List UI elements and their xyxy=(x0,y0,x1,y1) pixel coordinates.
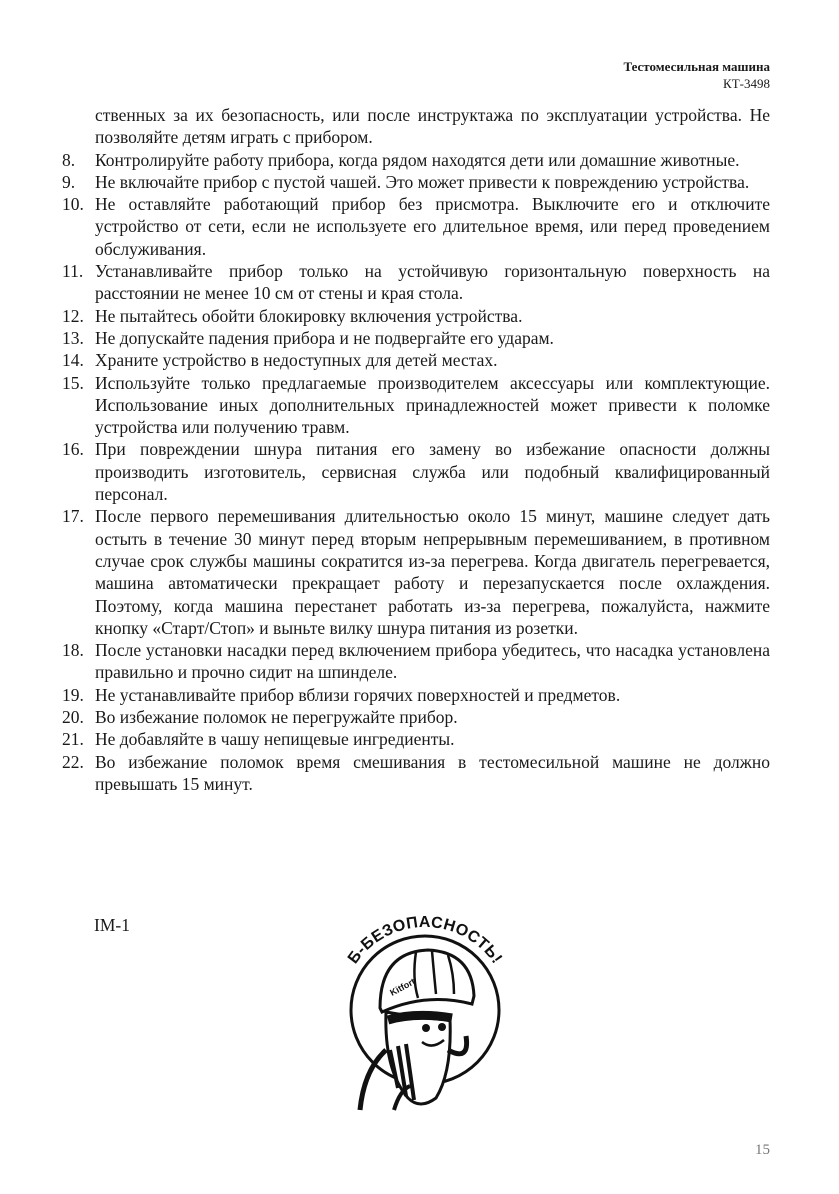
item-text: После установки насадки перед включением прибора убедитесь, что насадка установлена правильно и прочно сидит на шпинделе. xyxy=(95,640,770,683)
item-number: 15. xyxy=(62,372,84,393)
item-number: 13. xyxy=(62,327,84,348)
item-number: 12. xyxy=(62,305,84,326)
list-item xyxy=(62,706,770,728)
instruction-list xyxy=(62,149,770,796)
item-text: При повреждении шнура питания его замену во избежание опасности должны производить изготовитель, сервисная служба или подобный квалифицированный персонал. xyxy=(95,439,770,505)
list-item xyxy=(62,327,770,349)
item-text: Не пытайтесь обойти блокировку включения устройства. xyxy=(95,305,523,326)
item-text: Устанавливайте прибор только на устойчивую горизонтальную поверхность на расстоянии не менее 10 см от стены и края стола. xyxy=(95,261,770,304)
mascot-slogan: Б-БЕЗОПАСНОСТЬ! xyxy=(344,913,506,968)
safety-mascot-icon xyxy=(320,900,530,1120)
page-header xyxy=(623,58,770,92)
item-number: 19. xyxy=(62,684,84,705)
item-number: 8. xyxy=(62,149,76,170)
helmet-brand: Kitfort xyxy=(388,976,417,998)
list-item xyxy=(62,372,770,439)
list-item xyxy=(62,505,770,639)
item-number: 22. xyxy=(62,751,84,772)
item-number: 18. xyxy=(62,640,84,661)
item-text: Не устанавливайте прибор вблизи горячих поверхностей и предметов. xyxy=(95,684,621,705)
list-item xyxy=(62,684,770,706)
item-number: 21. xyxy=(62,729,84,750)
list-item xyxy=(62,751,770,796)
list-item xyxy=(62,728,770,750)
item-number: 17. xyxy=(62,506,84,527)
list-item xyxy=(62,171,770,193)
page-number: 15 xyxy=(755,1142,770,1158)
item-number: 14. xyxy=(62,350,84,371)
image-label: IM-1 xyxy=(94,915,130,935)
item-number: 11. xyxy=(62,261,84,282)
safety-instructions xyxy=(62,104,770,795)
item-text: Не оставляйте работающий прибор без присмотра. Выключите его и отключите устройство от сети, если не используете его длительное время, или перед проведением обслуживания. xyxy=(95,194,770,259)
item-text: Не включайте прибор с пустой чашей. Это может привести к повреждению устройства. xyxy=(95,171,750,192)
intro-paragraph: ственных за их безопасность, или после инструктажа по эксплуатации устройства. Не позволяйте детям играть с прибором. xyxy=(95,105,770,148)
list-item xyxy=(62,438,770,505)
item-number: 16. xyxy=(62,439,84,460)
item-text: Не добавляйте в чашу непищевые ингредиенты. xyxy=(95,729,455,750)
item-text: Храните устройство в недоступных для детей местах. xyxy=(95,350,498,371)
item-number: 9. xyxy=(62,171,76,192)
list-item xyxy=(62,193,770,260)
item-text: Используйте только предлагаемые производителем аксессуары или комплектующие. Использование иных дополнительных принадлежностей может привести к поломке устройства или получению травм. xyxy=(95,372,770,438)
list-item xyxy=(62,260,770,305)
item-text: Контролируйте работу прибора, когда рядом находятся дети или домашние животные. xyxy=(95,149,740,170)
item-text: Во избежание поломок не перегружайте прибор. xyxy=(95,707,458,728)
item-text: Во избежание поломок время смешивания в тестомесильной машине не должно превышать 15 минут. xyxy=(95,751,770,794)
product-model: КТ-3498 xyxy=(723,76,770,91)
item-number: 10. xyxy=(62,194,84,215)
item-text: Не допускайте падения прибора и не подвергайте его ударам. xyxy=(95,327,554,348)
list-item xyxy=(62,349,770,371)
list-item xyxy=(62,305,770,327)
list-item xyxy=(62,149,770,171)
list-item xyxy=(62,639,770,684)
product-name: Тестомесильная машина xyxy=(623,59,770,74)
item-number: 20. xyxy=(62,707,84,728)
item-text: После первого перемешивания длительностью около 15 минут, машине следует дать остыть в течение 30 минут перед вторым непрерывным перемешиванием, в противном случае срок службы машины сократится из-за перегрева. Когда двигатель перегревается, машина автоматически прекращает работу и перезапускается после охлаждения. Поэтому, когда машина перестанет работать из-за перегрева, пожалуйста, нажмите кнопку «Старт/Стоп» и выньте вилку шнура питания из розетки. xyxy=(95,506,770,638)
